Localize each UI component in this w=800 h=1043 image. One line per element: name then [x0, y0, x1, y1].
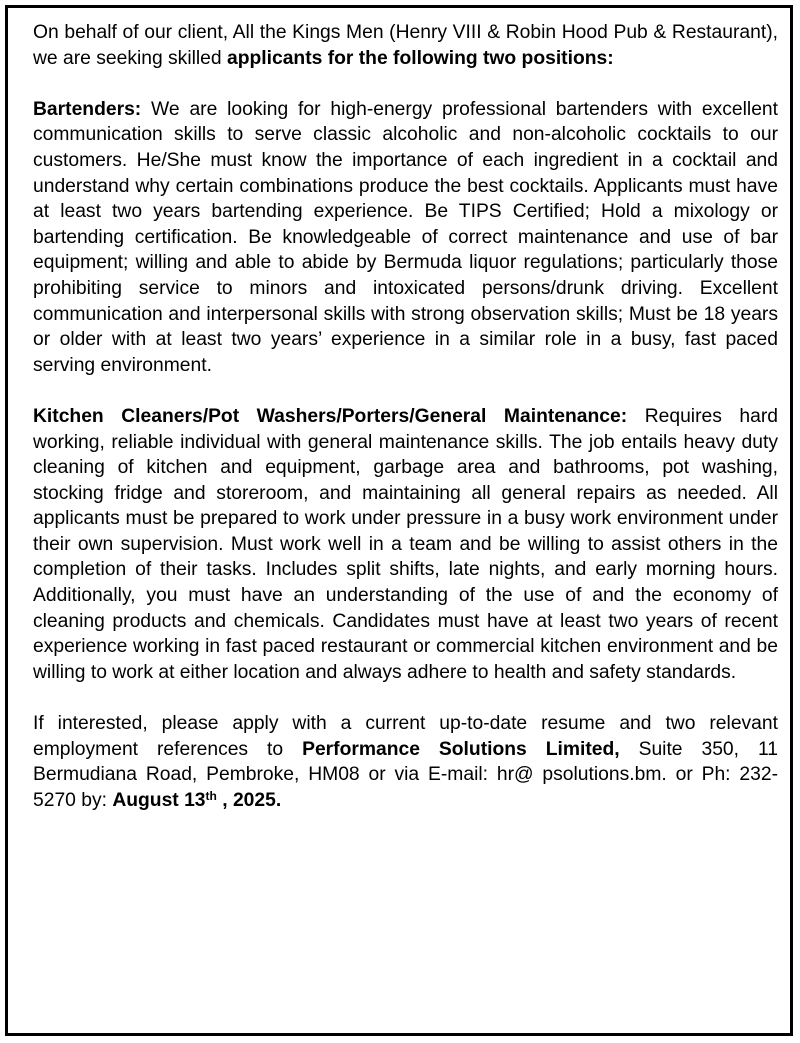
advertisement-content	[33, 20, 778, 813]
bartenders-paragraph	[33, 97, 778, 379]
kitchen-body: Requires hard working, reliable individual with general maintenance skills. The job entails heavy duty cleaning of kitchen and equipment, garbage area and bathrooms, pot washing, stocking fridge and storeroom, and maintaining all general repairs as needed. All applicants must be prepared to work under pressure in a busy work environment under their own supervision. Must work well in a team and be willing to assist others in the completion of their tasks. Includes split shifts, late nights, and early morning hours. Additionally, you must have an understanding of the use of and the economy of cleaning products and chemicals. Candidates must have at least two years of recent experience working in fast paced restaurant or commercial kitchen environment and be willing to work at either location and always adhere to health and safety standards.	[33, 405, 779, 683]
contact-details: Suite 350, 11 Bermudiana Road, Pembroke, HM08 or via E-mail: hr@ psolutions.bm. or Ph: 232-5270 by:	[33, 738, 778, 811]
bartenders-body: We are looking for high-energy professional bartenders with excellent communication skills to serve classic alcoholic and non-alcoholic cocktails to our customers. He/She must know the importance of each ingredient in a cocktail and understand why certain combinations produce the best cocktails. Applicants must have at least two years bartending experience. Be TIPS Certified; Hold a mixology or bartending certification. Be knowledgeable of correct maintenance and use of bar equipment; willing and able to abide by Bermuda liquor regulations; particularly those prohibiting service to minors and intoxicated persons/drunk driving. Excellent communication and interpersonal skills with strong observation skills; Must be 18 years or older with at least two years’ experience in a similar role in a busy, fast paced serving environment.	[33, 98, 778, 376]
deadline-ordinal-suffix: th	[205, 789, 217, 804]
intro-text: On behalf of our client, All the Kings Men (Henry VIII & Robin Hood Pub & Restaurant), we are seeking skilled	[33, 22, 778, 69]
bartenders-heading: Bartenders:	[33, 98, 142, 120]
job-advertisement-box	[5, 5, 793, 1036]
intro-emphasis: applicants for the following two positions:	[226, 47, 614, 69]
intro-paragraph	[33, 20, 778, 71]
kitchen-heading: Kitchen Cleaners/Pot Washers/Porters/General Maintenance:	[33, 405, 628, 427]
kitchen-paragraph	[33, 404, 778, 686]
deadline-year: , 2025.	[216, 789, 282, 811]
company-name: Performance Solutions Limited,	[302, 738, 620, 760]
deadline-day: August 13	[112, 789, 206, 811]
apply-paragraph	[33, 711, 778, 813]
apply-text: If interested, please apply with a current up-to-date resume and two relevant employment references to	[33, 713, 778, 760]
